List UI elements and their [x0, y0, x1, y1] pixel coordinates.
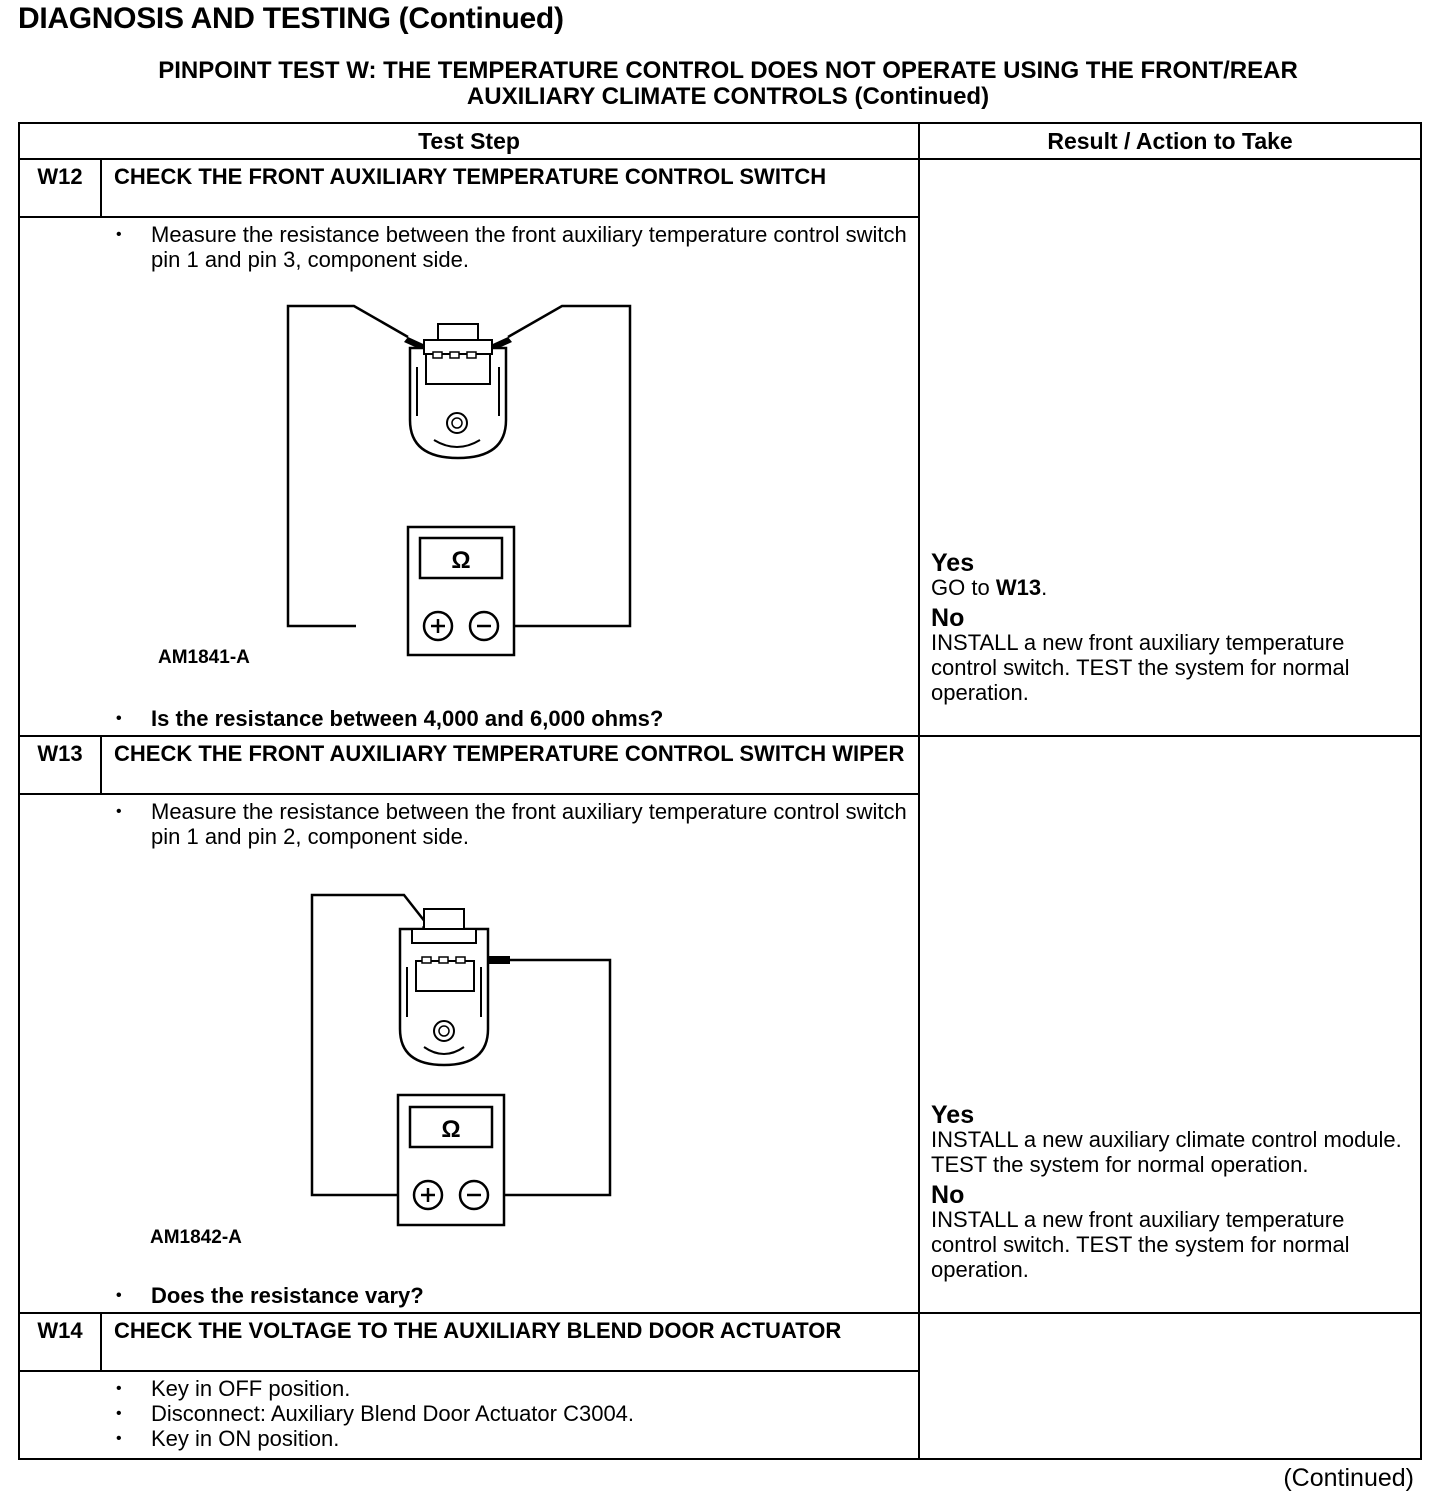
instruction-item: • Key in OFF position. — [114, 1376, 910, 1401]
step-title: CHECK THE VOLTAGE TO THE AUXILIARY BLEND DOOR ACTUATOR — [101, 1313, 919, 1371]
instruction-item: • Key in ON position. — [114, 1426, 910, 1451]
ohmmeter-pin1-pin2-diagram — [20, 849, 840, 1283]
result-yes-action: INSTALL a new auxiliary climate control module. TEST the system for normal operation. — [931, 1127, 1402, 1177]
step-body-w14 — [19, 1371, 919, 1459]
step-body-w13 — [19, 794, 919, 1313]
result-cell-w13 — [919, 736, 1421, 1313]
figure-code: AM1842-A — [150, 1227, 242, 1248]
question-item: • Does the resistance vary? — [114, 1283, 910, 1308]
step-body-w12 — [19, 217, 919, 736]
step-id: W13 — [19, 736, 101, 794]
pinpoint-test-title-line1: PINPOINT TEST W: THE TEMPERATURE CONTROL DOES NOT OPERATE USING THE FRONT/REAR — [158, 57, 1298, 84]
step-row-w14 — [19, 1313, 1421, 1371]
instruction-item: • Measure the resistance between the front auxiliary temperature control switch pin 1 and pin 2, component side. — [114, 799, 910, 849]
step-row-w13 — [19, 736, 1421, 794]
figure-code: AM1841-A — [158, 647, 250, 668]
result-no-label: No — [931, 1181, 965, 1209]
step-reference-link: W13 — [995, 575, 1042, 600]
result-yes-label: Yes — [931, 1101, 975, 1129]
pinpoint-test-table — [18, 122, 1422, 1460]
step-title: CHECK THE FRONT AUXILIARY TEMPERATURE CONTROL SWITCH WIPER — [101, 736, 919, 794]
page-title: DIAGNOSIS AND TESTING (Continued) — [18, 2, 564, 35]
ohm-symbol: Ω — [441, 1116, 461, 1143]
continued-label: (Continued) — [1283, 1464, 1414, 1492]
result-cell-w14 — [919, 1313, 1421, 1459]
ohmmeter-pin1-pin3-diagram — [20, 272, 840, 706]
ohm-symbol: Ω — [451, 547, 471, 574]
instruction-item: • Disconnect: Auxiliary Blend Door Actuator C3004. — [114, 1401, 910, 1426]
column-header-test-step: Test Step — [19, 123, 919, 159]
step-title: CHECK THE FRONT AUXILIARY TEMPERATURE CONTROL SWITCH — [101, 159, 919, 217]
result-no-action: INSTALL a new front auxiliary temperature control switch. TEST the system for normal operation. — [931, 630, 1350, 705]
step-row-w12 — [19, 159, 1421, 217]
question-item: • Is the resistance between 4,000 and 6,000 ohms? — [114, 706, 910, 731]
pinpoint-test-title-line2: AUXILIARY CLIMATE CONTROLS (Continued) — [466, 83, 990, 110]
result-cell-w12 — [919, 159, 1421, 736]
step-id: W12 — [19, 159, 101, 217]
pinpoint-test-title — [18, 58, 1438, 110]
result-yes-label: Yes — [931, 549, 975, 577]
figure-am1841 — [20, 272, 910, 706]
result-no-action: INSTALL a new front auxiliary temperature control switch. TEST the system for normal operation. — [931, 1207, 1350, 1282]
column-header-result: Result / Action to Take — [919, 123, 1421, 159]
result-no-label: No — [931, 604, 965, 632]
step-id: W14 — [19, 1313, 101, 1371]
result-yes-action: GO to W13. — [931, 575, 1048, 600]
figure-am1842 — [20, 849, 910, 1283]
instruction-item: • Measure the resistance between the front auxiliary temperature control switch pin 1 and pin 3, component side. — [114, 222, 910, 272]
